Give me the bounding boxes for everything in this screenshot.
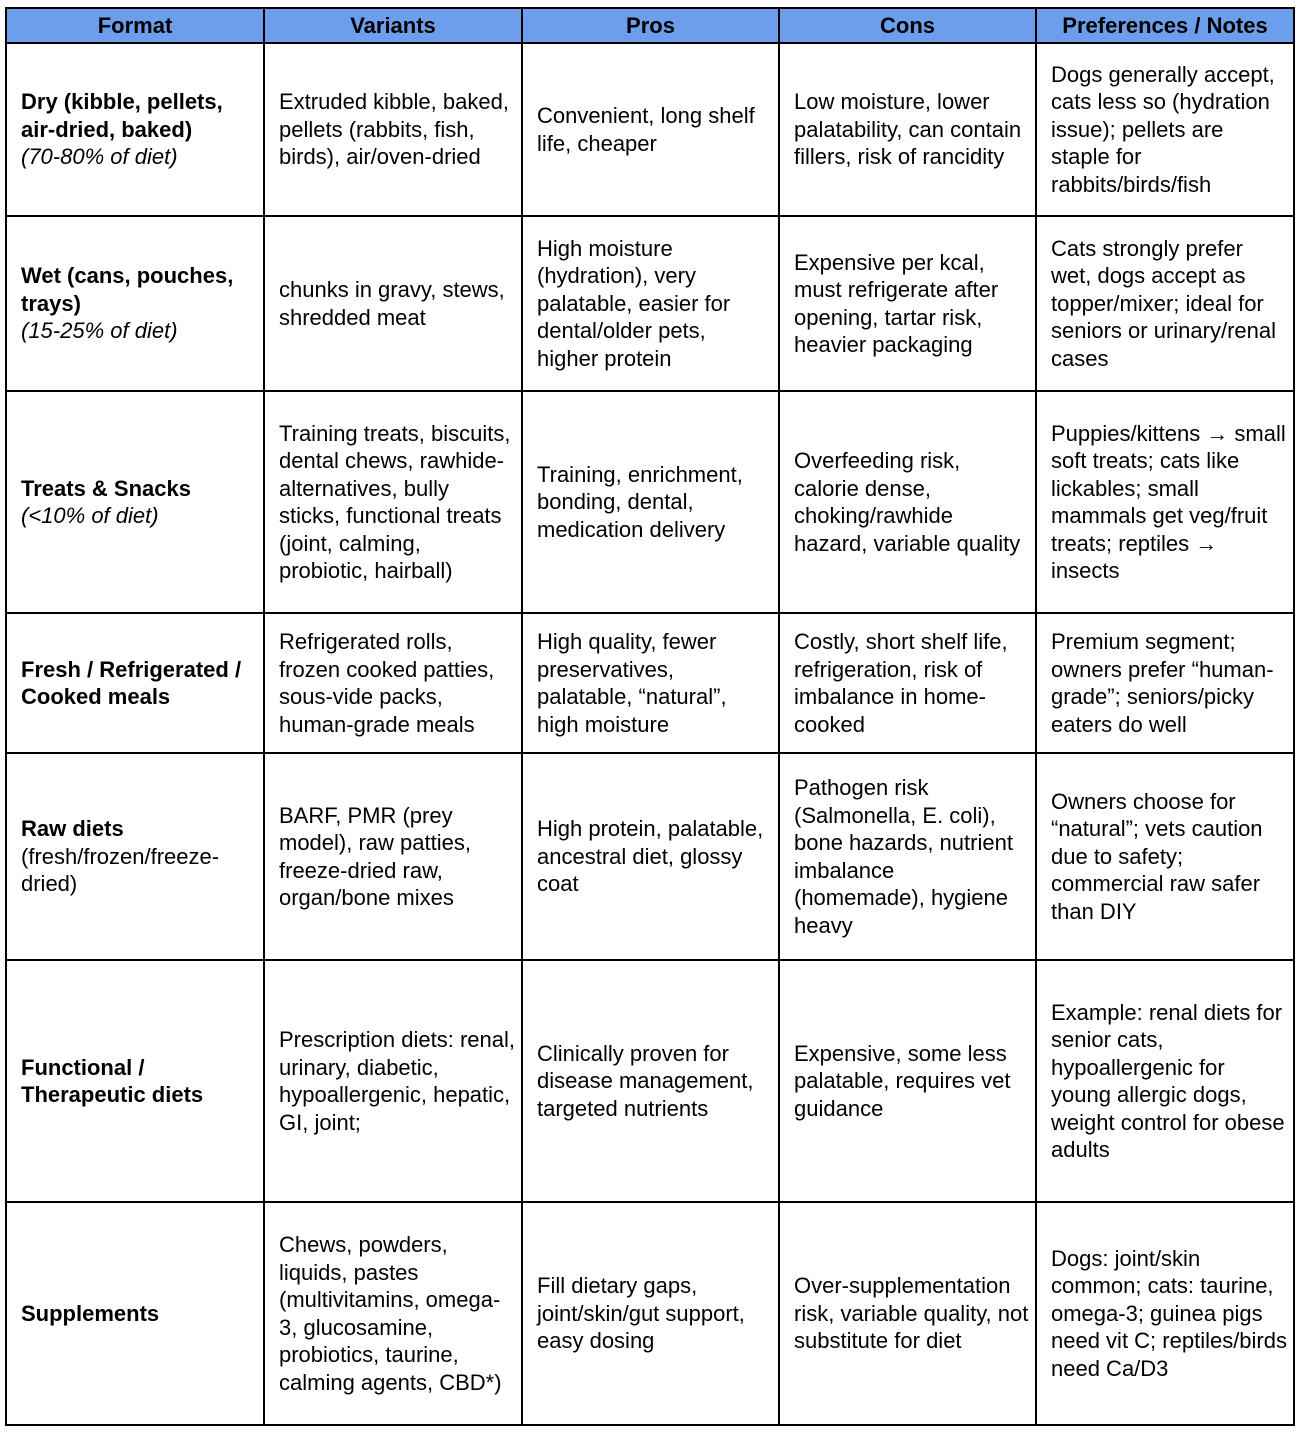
variants-cell: BARF, PMR (prey model), raw patties, freeze-dried raw, organ/bone mixes (264, 753, 522, 960)
table-row (6, 216, 1294, 391)
variants-cell: Chews, powders, liquids, pastes (multivitamins, omega-3, glucosamine, probiotics, taurine, calming agents, CBD*) (264, 1202, 522, 1425)
pros-cell: Training, enrichment, bonding, dental, medication delivery (522, 391, 779, 613)
header-pros: Pros (522, 8, 779, 43)
format-cell (6, 960, 264, 1202)
cons-cell: Pathogen risk (Salmonella, E. coli), bone hazards, nutrient imbalance (homemade), hygiene heavy (779, 753, 1036, 960)
variants-cell: Training treats, biscuits, dental chews, rawhide-alternatives, bully sticks, functional treats (joint, calming, probiotic, hairball) (264, 391, 522, 613)
format-share: (15-25% of diet) (21, 318, 178, 344)
pros-cell: High quality, fewer preservatives, palatable, “natural”, high moisture (522, 613, 779, 753)
cons-cell: Expensive per kcal, must refrigerate after opening, tartar risk, heavier packaging (779, 216, 1036, 391)
pros-cell: Convenient, long shelf life, cheaper (522, 43, 779, 216)
table-row (6, 391, 1294, 613)
format-cell (6, 753, 264, 960)
format-name: Supplements (21, 1300, 160, 1326)
variants-cell: Extruded kibble, baked, pellets (rabbits, fish, birds), air/oven-dried (264, 43, 522, 216)
format-name: Wet (cans, pouches, trays) (21, 263, 234, 316)
format-cell (6, 216, 264, 391)
cons-cell: Costly, short shelf life, refrigeration, risk of imbalance in home-cooked (779, 613, 1036, 753)
header-notes: Preferences / Notes (1036, 8, 1294, 43)
variants-cell: chunks in gravy, stews, shredded meat (264, 216, 522, 391)
cons-cell: Over-supplementation risk, variable quality, not substitute for diet (779, 1202, 1036, 1425)
pet-food-formats-table (5, 7, 1295, 1426)
header-cons: Cons (779, 8, 1036, 43)
format-name: Treats & Snacks (21, 475, 191, 501)
table-row (6, 1202, 1294, 1425)
header-variants: Variants (264, 8, 522, 43)
header-row (6, 8, 1294, 43)
format-share: (70-80% of diet) (21, 144, 178, 170)
format-cell (6, 1202, 264, 1425)
cons-cell: Low moisture, lower palatability, can contain fillers, risk of rancidity (779, 43, 1036, 216)
notes-cell: Puppies/kittens → small soft treats; cats like lickables; small mammals get veg/fruit treats; reptiles → insects (1036, 391, 1294, 613)
pros-cell: High protein, palatable, ancestral diet, glossy coat (522, 753, 779, 960)
pros-cell: High moisture (hydration), very palatable, easier for dental/older pets, higher protein (522, 216, 779, 391)
notes-cell: Dogs generally accept, cats less so (hydration issue); pellets are staple for rabbits/birds/fish (1036, 43, 1294, 216)
pros-cell: Fill dietary gaps, joint/skin/gut support, easy dosing (522, 1202, 779, 1425)
table-row (6, 613, 1294, 753)
notes-cell: Owners choose for “natural”; vets caution due to safety; commercial raw safer than DIY (1036, 753, 1294, 960)
format-name: Raw diets (21, 816, 124, 842)
table-row (6, 753, 1294, 960)
format-subtitle: (fresh/frozen/freeze-dried) (21, 843, 220, 897)
format-share: (<10% of diet) (21, 503, 159, 528)
notes-cell: Cats strongly prefer wet, dogs accept as topper/mixer; ideal for seniors or urinary/renal cases (1036, 216, 1294, 391)
variants-cell: Prescription diets: renal, urinary, diabetic, hypoallergenic, hepatic, GI, joint; (264, 960, 522, 1202)
format-cell (6, 613, 264, 753)
table-row (6, 960, 1294, 1202)
notes-cell: Example: renal diets for senior cats, hypoallergenic for young allergic dogs, weight control for obese adults (1036, 960, 1294, 1202)
pros-cell: Clinically proven for disease management, targeted nutrients (522, 960, 779, 1202)
table-row (6, 43, 1294, 216)
notes-cell: Dogs: joint/skin common; cats: taurine, omega-3; guinea pigs need vit C; reptiles/birds need Ca/D3 (1036, 1202, 1294, 1425)
notes-cell: Premium segment; owners prefer “human-grade”; seniors/picky eaters do well (1036, 613, 1294, 753)
format-cell (6, 391, 264, 613)
header-format: Format (6, 8, 264, 43)
cons-cell: Expensive, some less palatable, requires vet guidance (779, 960, 1036, 1202)
variants-cell: Refrigerated rolls, frozen cooked patties, sous-vide packs, human-grade meals (264, 613, 522, 753)
format-name: Functional / Therapeutic diets (21, 1054, 204, 1107)
format-name: Dry (kibble, pellets, air-dried, baked) (21, 89, 223, 142)
format-name: Fresh / Refrigerated / Cooked meals (21, 656, 242, 709)
cons-cell: Overfeeding risk, calorie dense, choking/rawhide hazard, variable quality (779, 391, 1036, 613)
format-cell (6, 43, 264, 216)
